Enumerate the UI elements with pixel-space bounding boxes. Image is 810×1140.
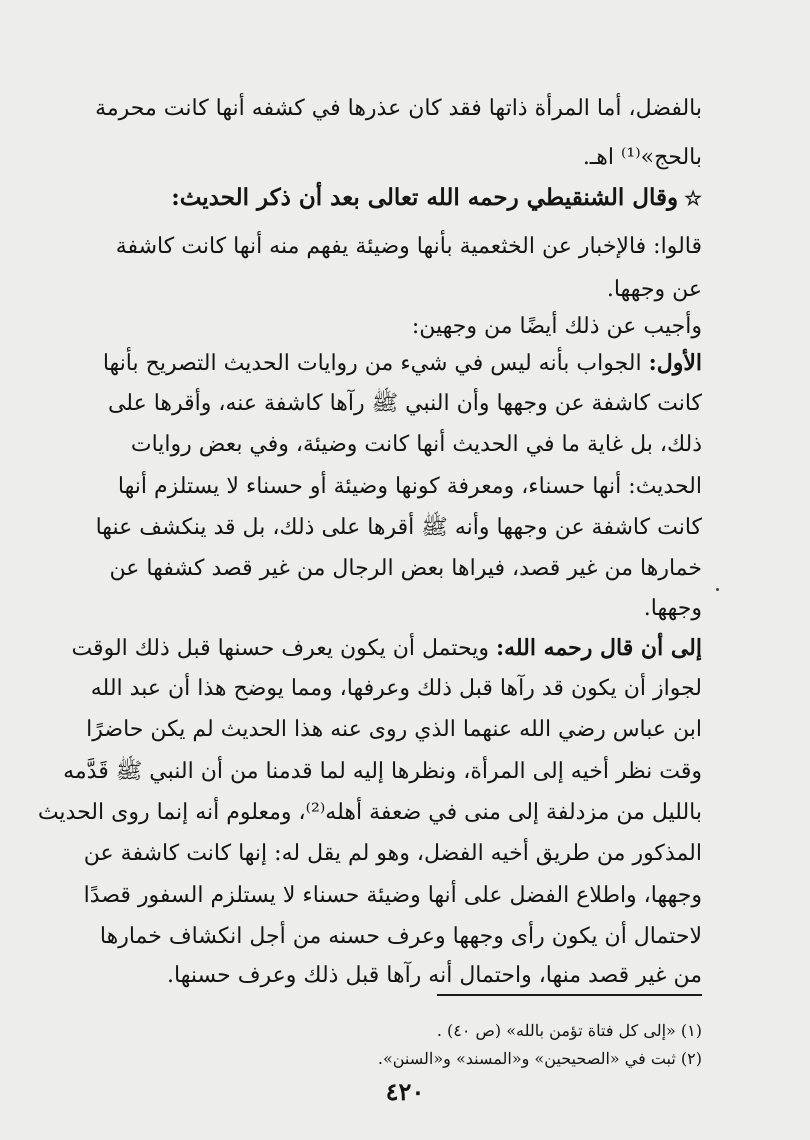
text-line: الحديث: أنها حسناء، ومعرفة كونها وضيئة أو حسناء لا يستلزم أنها: [117, 474, 702, 499]
text-line: وأجيب عن ذلك أيضًا من وجهين:: [411, 314, 702, 339]
heading-text: وقال الشنقيطي رحمه الله تعالى بعد أن ذكر الحديث:: [171, 184, 679, 211]
section-heading: [110, 177, 702, 219]
text-line: وقت نظر أخيه إلى المرأة، ونظرها إليه لما قدمنا من أن النبي ﷺ قَدَّمه: [63, 759, 702, 784]
text-line: عن وجهها.: [606, 277, 702, 302]
text-line: [102, 342, 702, 384]
text-line: المذكور من طريق أخيه الفضل، وهو لم يقل له: إنها كانت كاشفة عن: [83, 841, 702, 866]
scan-speck: [716, 588, 719, 591]
text-line: ذلك، بل غاية ما في الحديث أنها كانت وضيئة، وفي بعض روايات: [130, 432, 702, 457]
footnote-1: (١) «إلى كل فتاة تؤمن بالله» (ص ٤٠) .: [436, 1021, 702, 1040]
text-line: لاحتمال أن يكون رأى وجهها وعرف حسنه من أجل انكشاف خمارها: [99, 924, 702, 949]
underline-mark: [437, 994, 702, 996]
text-line: بالليل من مزدلفة إلى منى في ضعفة أهله⁽²⁾، ومعلوم أنه إنما روى الحديث: [37, 800, 702, 825]
text-line: خمارها من غير قصد، فيراها بعض الرجال من غير قصد كشفها عن: [109, 556, 702, 581]
text-line: ابن عباس رضي الله عنهما الذي روى عنه هذا الحديث لم يكن حاضرًا: [86, 717, 702, 742]
text-line: لجواز أن يكون قد رآها قبل ذلك وعرفها، ومما يوضح هذا أن عبد الله: [90, 676, 702, 701]
text-line: من غير قصد منها، واحتمال أنه رآها قبل ذلك وعرف حسنها.: [167, 963, 702, 988]
label-until: إلى أن قال رحمه الله:: [495, 635, 702, 661]
footnote-2: (٢) ثبت في «الصحيحين» و«المسند» و«السنن».: [377, 1049, 702, 1068]
main-text: [37, 0, 702, 1000]
text-line: وجهها، واطلاع الفضل على أنها وضيئة حسناء لا يستلزم السفور قصدًا: [83, 883, 702, 908]
text-line: بالفضل، أما المرأة ذاتها فقد كان عذرها في كشفه أنها كانت محرمة: [95, 96, 702, 121]
star-icon: ☆: [684, 186, 702, 210]
line-text: الجواب بأنه ليس في شيء من روايات الحديث التصريح بأنها: [102, 351, 642, 376]
text-line: قالوا: فالإخبار عن الخثعمية بأنها وضيئة يفهم منه أنها كانت كاشفة: [115, 234, 702, 259]
text-line: بالحج»⁽¹⁾ اهـ.: [582, 145, 702, 170]
line-text: ويحتمل أن يكون يعرف حسنها قبل ذلك الوقت: [71, 636, 489, 661]
text-line: كانت كاشفة عن وجهها وأنه ﷺ أقرها على ذلك، بل قد ينكشف عنها: [95, 515, 702, 540]
label-first: الأول:: [648, 350, 702, 376]
text-line: [71, 627, 702, 669]
text-line: كانت كاشفة عن وجهها وأن النبي ﷺ رآها كاشفة عنه، وأقرها على: [107, 391, 702, 416]
page-number: ٤٢٠: [385, 1077, 425, 1106]
text-line: وجهها.: [643, 596, 702, 621]
